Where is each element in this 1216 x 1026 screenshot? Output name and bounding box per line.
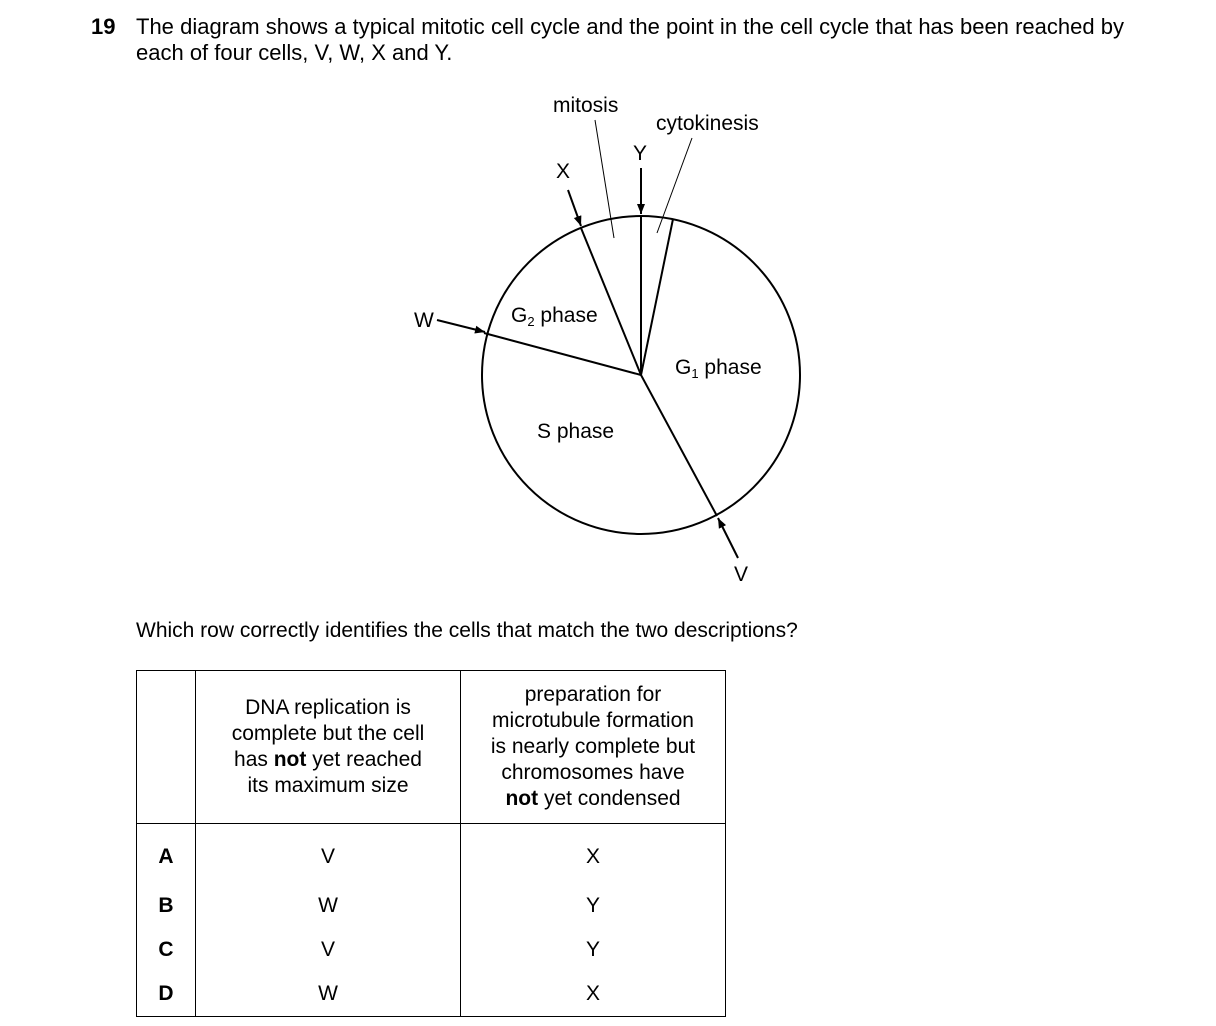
header-blank-cell <box>137 671 196 824</box>
boundary-g2-mitosis <box>581 228 641 375</box>
table-header-row <box>137 671 726 824</box>
boundary-g2-s <box>484 333 641 375</box>
row-col1-value: V <box>196 824 461 885</box>
cell-y-label: Y <box>633 142 648 165</box>
question-number: 19 <box>91 14 116 39</box>
arrow-w <box>437 320 485 332</box>
row-col2-value: X <box>461 824 726 885</box>
arrow-v <box>718 518 738 558</box>
g2-phase-label: G2 phase <box>511 304 598 329</box>
boundary-s-g1 <box>641 375 717 516</box>
question-text: The diagram shows a typical mitotic cell cycle and the point in the cell cycle that has been reached by each of four cells, V, W, X and Y. <box>136 14 1124 65</box>
col2-header: preparation for microtubule formation is nearly complete but chromosomes have not yet condensed <box>461 671 726 824</box>
row-col2-value: Y <box>461 928 726 972</box>
answer-table <box>136 670 726 1017</box>
table-row-a <box>137 824 726 885</box>
row-letter: A <box>137 824 196 885</box>
table-row-c <box>137 928 726 972</box>
cell-v-label: V <box>734 563 749 586</box>
row-col2-value: Y <box>461 884 726 928</box>
s-phase-label: S phase <box>537 420 615 443</box>
table-row-b <box>137 884 726 928</box>
table-row-d <box>137 972 726 1017</box>
row-letter: D <box>137 972 196 1017</box>
cytokinesis-label: cytokinesis <box>656 112 759 135</box>
mitosis-label: mitosis <box>553 94 619 117</box>
row-col1-value: W <box>196 972 461 1017</box>
row-col1-value: W <box>196 884 461 928</box>
g1-phase-label: G1 phase <box>675 356 762 381</box>
row-col2-value: X <box>461 972 726 1017</box>
cell-w-label: W <box>414 309 434 332</box>
question-prompt: Which row correctly identifies the cells that match the two descriptions? <box>136 619 798 642</box>
row-letter: C <box>137 928 196 972</box>
row-col1-value: V <box>196 928 461 972</box>
boundary-cytokinesis-g1 <box>641 219 673 375</box>
arrow-x <box>568 190 581 226</box>
row-letter: B <box>137 884 196 928</box>
cell-x-label: X <box>556 160 571 183</box>
col1-header: DNA replication is complete but the cell has not yet reached its maximum size <box>196 671 461 824</box>
